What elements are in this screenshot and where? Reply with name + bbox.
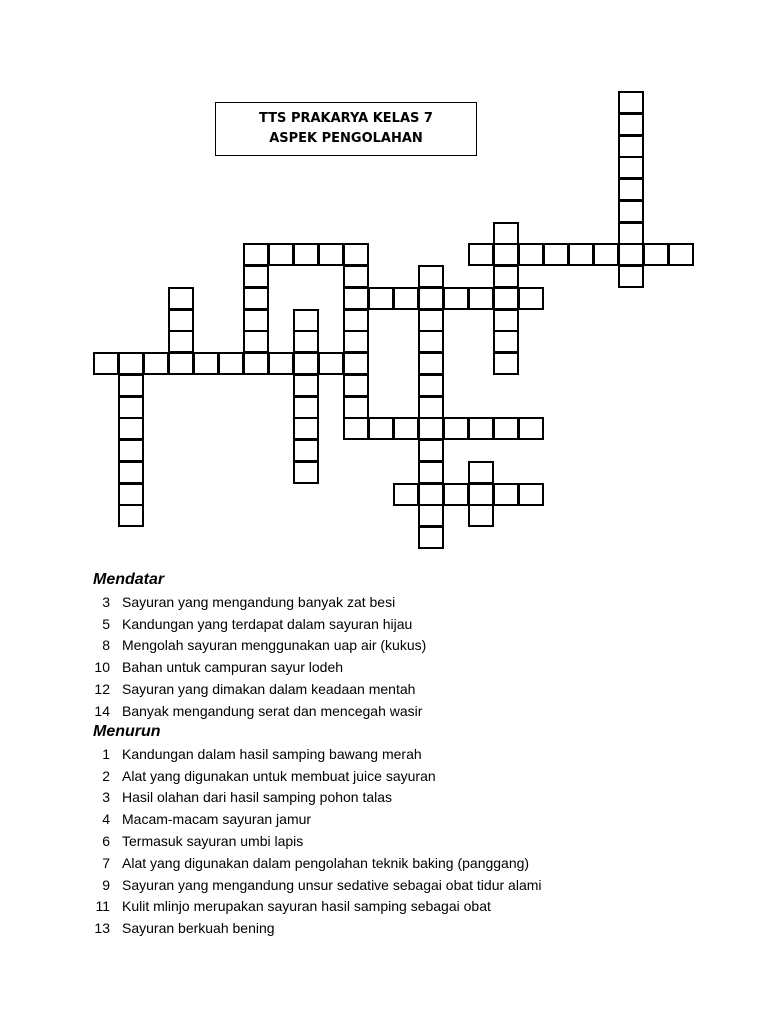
puzzle-subtitle: ASPEK PENGOLAHAN — [269, 131, 423, 146]
crossword-cell[interactable] — [343, 374, 369, 397]
crossword-cell[interactable] — [293, 243, 319, 266]
crossword-cell[interactable] — [393, 483, 419, 506]
clue-item — [90, 591, 690, 613]
crossword-cell[interactable] — [293, 309, 319, 332]
clue-text: Hasil olahan dari hasil samping pohon talas — [122, 789, 393, 806]
clue-text: Kulit mlinjo merupakan sayuran hasil samping sebagai obat — [122, 898, 491, 915]
clue-text: Kandungan yang terdapat dalam sayuran hijau — [122, 615, 413, 632]
clue-item — [90, 635, 690, 657]
crossword-cell[interactable] — [218, 352, 244, 375]
crossword-cell[interactable] — [618, 135, 644, 158]
clue-text: Alat yang digunakan untuk membuat juice sayuran — [122, 767, 436, 784]
across-heading: Mendatar — [93, 571, 165, 588]
crossword-cell[interactable] — [418, 352, 444, 375]
crossword-cell[interactable] — [518, 483, 544, 506]
crossword-cell[interactable] — [118, 483, 144, 506]
crossword-cell[interactable] — [418, 374, 444, 397]
crossword-cell[interactable] — [293, 461, 319, 484]
crossword-cell[interactable] — [418, 309, 444, 332]
crossword-cell[interactable] — [293, 417, 319, 440]
crossword-cell[interactable] — [418, 265, 444, 288]
clue-item — [90, 656, 690, 678]
clue-item — [90, 678, 690, 700]
crossword-cell[interactable] — [618, 178, 644, 201]
crossword-cell[interactable] — [418, 526, 444, 549]
clue-number: 2 — [102, 767, 110, 784]
crossword-cell[interactable] — [418, 504, 444, 527]
crossword-cell[interactable] — [618, 243, 644, 266]
clue-item — [90, 874, 690, 896]
crossword-cell[interactable] — [193, 352, 219, 375]
crossword-cell[interactable] — [343, 265, 369, 288]
clue-text: Alat yang digunakan dalam pengolahan teknik baking (panggang) — [122, 854, 530, 871]
crossword-cell[interactable] — [293, 439, 319, 462]
clue-text: Sayuran berkuah bening — [122, 920, 275, 937]
across-clue-list — [90, 591, 690, 722]
crossword-cell[interactable] — [343, 417, 369, 440]
crossword-cell[interactable] — [243, 352, 269, 375]
crossword-cell[interactable] — [418, 417, 444, 440]
crossword-cell[interactable] — [243, 287, 269, 310]
crossword-cell[interactable] — [618, 222, 644, 245]
crossword-cell[interactable] — [618, 113, 644, 136]
crossword-cell[interactable] — [118, 352, 144, 375]
clue-number: 14 — [94, 702, 110, 719]
clue-number: 5 — [102, 615, 110, 632]
crossword-cell[interactable] — [618, 265, 644, 288]
clue-number: 1 — [102, 745, 110, 762]
crossword-cell[interactable] — [343, 330, 369, 353]
clue-item — [90, 830, 690, 852]
crossword-cell[interactable] — [618, 91, 644, 114]
clue-text: Sayuran yang mengandung unsur sedative sebagai obat tidur alami — [122, 876, 542, 893]
clue-number: 12 — [94, 681, 110, 698]
crossword-cell[interactable] — [443, 483, 469, 506]
crossword-cell[interactable] — [518, 243, 544, 266]
clue-item — [90, 808, 690, 830]
crossword-cell[interactable] — [468, 417, 494, 440]
crossword-cell[interactable] — [243, 309, 269, 332]
crossword-cell[interactable] — [518, 287, 544, 310]
crossword-cell[interactable] — [368, 287, 394, 310]
crossword-cell[interactable] — [118, 439, 144, 462]
clue-item — [90, 765, 690, 787]
crossword-cell[interactable] — [568, 243, 594, 266]
crossword-cell[interactable] — [118, 504, 144, 527]
crossword-cell[interactable] — [468, 287, 494, 310]
crossword-cell[interactable] — [118, 374, 144, 397]
crossword-cell[interactable] — [243, 243, 269, 266]
crossword-cell[interactable] — [493, 309, 519, 332]
crossword-cell[interactable] — [318, 352, 344, 375]
clue-item — [90, 743, 690, 765]
crossword-cell[interactable] — [468, 243, 494, 266]
puzzle-title: TTS PRAKARYA KELAS 7 — [259, 111, 433, 126]
clue-number: 3 — [102, 789, 110, 806]
clue-number: 9 — [102, 876, 110, 893]
crossword-cell[interactable] — [543, 243, 569, 266]
crossword-cell[interactable] — [493, 417, 519, 440]
clue-number: 11 — [95, 898, 110, 915]
crossword-cell[interactable] — [393, 417, 419, 440]
crossword-cell[interactable] — [668, 243, 694, 266]
crossword-cell[interactable] — [468, 483, 494, 506]
crossword-cell[interactable] — [343, 309, 369, 332]
crossword-cell[interactable] — [418, 461, 444, 484]
crossword-cell[interactable] — [418, 483, 444, 506]
crossword-cell[interactable] — [168, 287, 194, 310]
clue-text: Kandungan dalam hasil samping bawang merah — [122, 745, 422, 762]
puzzle-title-box — [215, 102, 477, 156]
crossword-cell[interactable] — [618, 200, 644, 223]
crossword-cell[interactable] — [468, 504, 494, 527]
crossword-cell[interactable] — [518, 417, 544, 440]
crossword-cell[interactable] — [118, 461, 144, 484]
crossword-cell[interactable] — [293, 374, 319, 397]
crossword-cell[interactable] — [443, 287, 469, 310]
crossword-cell[interactable] — [168, 309, 194, 332]
down-clue-list — [90, 743, 690, 939]
crossword-cell[interactable] — [418, 330, 444, 353]
crossword-cell[interactable] — [418, 396, 444, 419]
crossword-cell[interactable] — [293, 352, 319, 375]
crossword-cell[interactable] — [118, 396, 144, 419]
crossword-cell[interactable] — [468, 461, 494, 484]
crossword-cell[interactable] — [493, 243, 519, 266]
crossword-cell[interactable] — [343, 396, 369, 419]
clue-text: Banyak mengandung serat dan mencegah wasir — [122, 702, 423, 719]
clue-text: Mengolah sayuran menggunakan uap air (kukus) — [122, 637, 427, 654]
clue-item — [90, 917, 690, 939]
crossword-cell[interactable] — [443, 417, 469, 440]
crossword-cell[interactable] — [493, 265, 519, 288]
clue-number: 4 — [102, 811, 110, 828]
clue-item — [90, 613, 690, 635]
clue-item — [90, 852, 690, 874]
clue-item — [90, 896, 690, 918]
crossword-cell[interactable] — [118, 417, 144, 440]
clue-number: 7 — [102, 854, 110, 871]
crossword-cell[interactable] — [493, 352, 519, 375]
down-heading: Menurun — [93, 723, 161, 740]
crossword-cell[interactable] — [143, 352, 169, 375]
crossword-cell[interactable] — [168, 352, 194, 375]
crossword-cell[interactable] — [593, 243, 619, 266]
crossword-cell[interactable] — [418, 439, 444, 462]
crossword-cell[interactable] — [368, 417, 394, 440]
clue-item — [90, 787, 690, 809]
clue-number: 13 — [94, 920, 110, 937]
crossword-cell[interactable] — [493, 287, 519, 310]
crossword-cell[interactable] — [293, 330, 319, 353]
clue-number: 8 — [102, 637, 110, 654]
clue-number: 6 — [102, 833, 110, 850]
crossword-cell[interactable] — [268, 352, 294, 375]
crossword-cell[interactable] — [318, 243, 344, 266]
crossword-cell[interactable] — [268, 243, 294, 266]
crossword-cell[interactable] — [343, 243, 369, 266]
crossword-cell[interactable] — [493, 330, 519, 353]
clue-text: Sayuran yang dimakan dalam keadaan mentah — [122, 681, 416, 698]
crossword-cell[interactable] — [93, 352, 119, 375]
crossword-cell[interactable] — [493, 222, 519, 245]
crossword-cell[interactable] — [168, 330, 194, 353]
clue-text: Termasuk sayuran umbi lapis — [122, 833, 304, 850]
clue-text: Sayuran yang mengandung banyak zat besi — [122, 593, 396, 610]
crossword-cell[interactable] — [418, 287, 444, 310]
crossword-cell[interactable] — [343, 287, 369, 310]
clue-text: Macam-macam sayuran jamur — [122, 811, 312, 828]
crossword-cell[interactable] — [243, 330, 269, 353]
clue-text: Bahan untuk campuran sayur lodeh — [122, 659, 344, 676]
crossword-cell[interactable] — [343, 352, 369, 375]
crossword-cell[interactable] — [493, 483, 519, 506]
crossword-cell[interactable] — [243, 265, 269, 288]
crossword-cell[interactable] — [643, 243, 669, 266]
crossword-cell[interactable] — [618, 156, 644, 179]
clue-number: 3 — [102, 593, 110, 610]
crossword-cell[interactable] — [393, 287, 419, 310]
crossword-cell[interactable] — [293, 396, 319, 419]
clue-number: 10 — [94, 659, 110, 676]
clue-item — [90, 700, 690, 722]
